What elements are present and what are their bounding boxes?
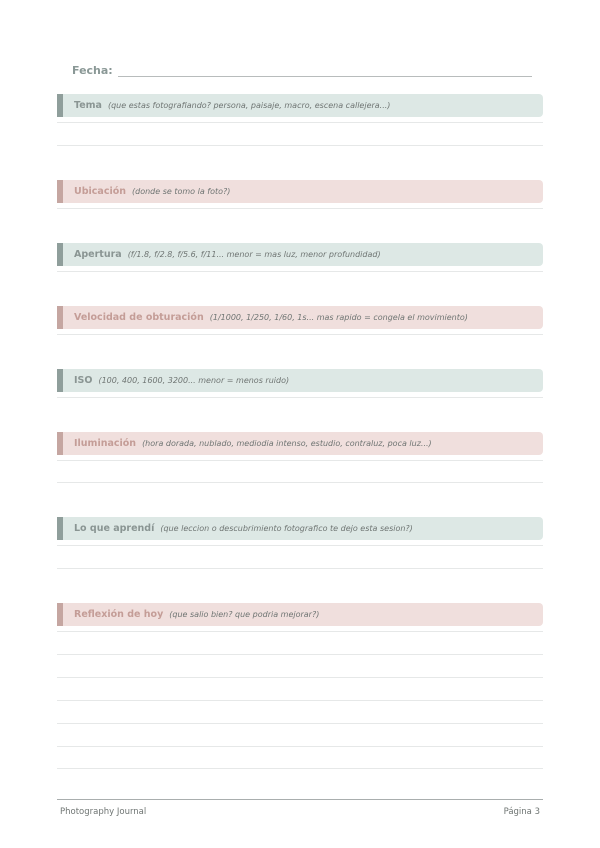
section-hint: (que salio bien? que podria mejorar?) (169, 610, 320, 619)
date-input-line[interactable] (118, 76, 532, 77)
writing-line[interactable] (57, 631, 543, 632)
footer-divider (57, 799, 543, 800)
section-hint: (donde se tomo la foto?) (132, 187, 231, 196)
section-accent-bar (57, 94, 63, 117)
writing-line[interactable] (57, 746, 543, 747)
section-accent-bar (57, 243, 63, 266)
section-accent-bar (57, 432, 63, 455)
section-accent-bar (57, 369, 63, 392)
writing-line[interactable] (57, 334, 543, 335)
writing-line[interactable] (57, 460, 543, 461)
section-hint: (100, 400, 1600, 3200... menor = menos ruido) (98, 376, 290, 385)
writing-line[interactable] (57, 723, 543, 724)
section-hint: (hora dorada, nublado, mediodia intenso, estudio, contraluz, poca luz...) (142, 439, 432, 448)
writing-line[interactable] (57, 568, 543, 569)
writing-line[interactable] (57, 677, 543, 678)
section-title: Tema (74, 100, 102, 111)
section-iluminacion (57, 432, 543, 455)
section-lo-que-aprendi (57, 517, 543, 540)
section-accent-bar (57, 517, 63, 540)
section-title: ISO (74, 375, 93, 386)
section-tema (57, 94, 543, 117)
footer-journal-name: Photography Journal (60, 807, 147, 817)
section-title: Reflexión de hoy (74, 609, 164, 620)
section-title: Lo que aprendí (74, 523, 155, 534)
section-accent-bar (57, 180, 63, 203)
section-title: Ubicación (74, 186, 126, 197)
writing-line[interactable] (57, 768, 543, 769)
section-reflexion (57, 603, 543, 626)
section-ubicacion (57, 180, 543, 203)
writing-line[interactable] (57, 482, 543, 483)
writing-line[interactable] (57, 700, 543, 701)
writing-line[interactable] (57, 122, 543, 123)
section-title: Velocidad de obturación (74, 312, 204, 323)
writing-line[interactable] (57, 545, 543, 546)
section-accent-bar (57, 603, 63, 626)
writing-line[interactable] (57, 208, 543, 209)
section-iso (57, 369, 543, 392)
section-hint: (que estas fotografiando? persona, paisaje, macro, escena callejera...) (107, 101, 391, 110)
section-hint: (que leccion o descubrimiento fotografico te dejo esta sesion?) (160, 524, 413, 533)
writing-line[interactable] (57, 271, 543, 272)
section-accent-bar (57, 306, 63, 329)
date-label: Fecha: (72, 64, 113, 77)
section-velocidad (57, 306, 543, 329)
section-apertura (57, 243, 543, 266)
section-title: Apertura (74, 249, 122, 260)
footer-page-number: Página 3 (503, 807, 540, 817)
section-hint: (f/1.8, f/2.8, f/5.6, f/11... menor = mas luz, menor profundidad) (127, 250, 381, 259)
writing-line[interactable] (57, 145, 543, 146)
date-row (72, 64, 532, 80)
writing-line[interactable] (57, 654, 543, 655)
writing-line[interactable] (57, 397, 543, 398)
section-title: Iluminación (74, 438, 137, 449)
section-hint: (1/1000, 1/250, 1/60, 1s... mas rapido = congela el movimiento) (209, 313, 468, 322)
